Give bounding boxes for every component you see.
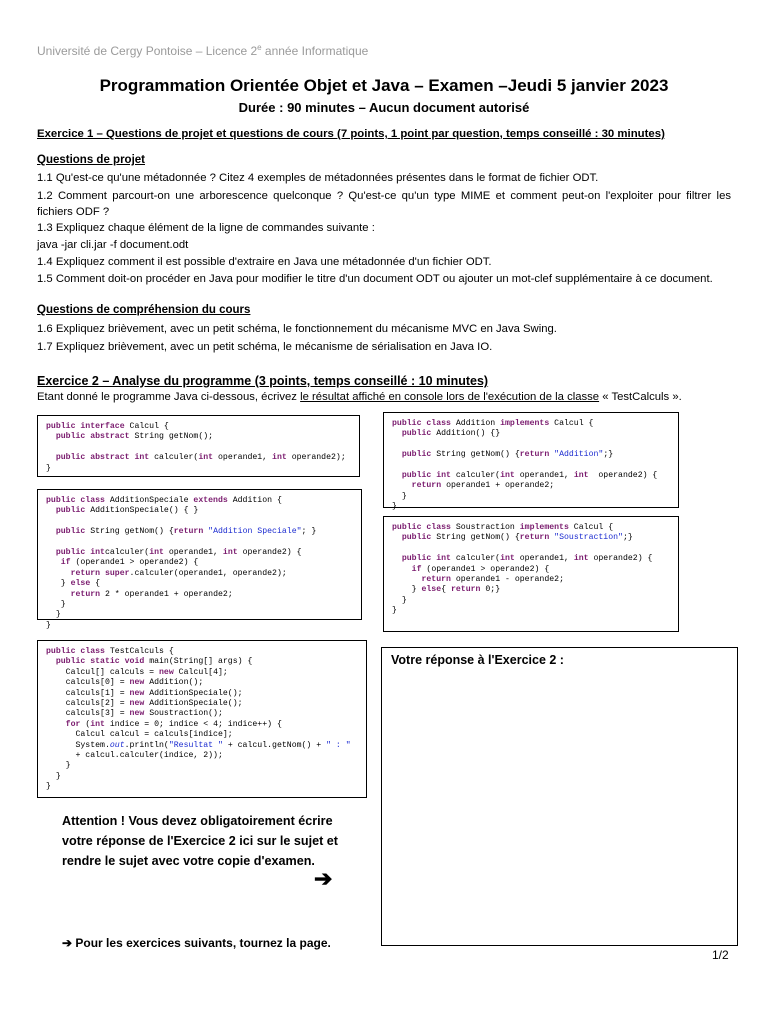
code-token: (: [85, 719, 91, 729]
code-line: [46, 709, 358, 719]
code-token: Calcul {: [129, 422, 169, 431]
code-line: [46, 720, 358, 730]
code-token: [392, 471, 402, 480]
question-1-3: 1.3 Expliquez chaque élément de la ligne de commandes suivante :: [37, 222, 375, 234]
code-token: return: [421, 575, 456, 585]
code-token: [46, 506, 56, 515]
code-token: new: [129, 688, 150, 698]
code-token: public: [55, 527, 91, 537]
code-token: AdditionSpeciale();: [149, 699, 243, 709]
code-line: [46, 741, 358, 751]
code-token: int: [500, 471, 520, 481]
code-token: Addition();: [149, 678, 204, 688]
code-token: operande1 - operande2;: [455, 575, 564, 585]
code-line: [392, 575, 670, 585]
code-calcul: [46, 422, 351, 474]
code-token: calculs[1] =: [46, 688, 130, 698]
code-token: public int: [55, 548, 105, 558]
code-token: [392, 575, 421, 584]
code-token: ;}: [622, 533, 633, 543]
code-token: out: [109, 740, 125, 750]
code-token: calculer(: [154, 453, 199, 463]
code-token: "Soustraction": [554, 533, 623, 543]
code-token: int: [198, 453, 218, 463]
code-token: "Resultat ": [168, 740, 223, 750]
code-token: calculs[0] =: [46, 678, 130, 688]
code-token: [46, 558, 61, 567]
code-token: }: [392, 595, 407, 605]
code-token: operande1,: [218, 453, 273, 463]
code-token: int: [149, 548, 169, 558]
code-line: [46, 590, 353, 600]
code-token: }: [46, 579, 71, 589]
code-line: [46, 496, 353, 506]
code-token: Addition() {}: [436, 429, 501, 439]
code-token: new: [159, 667, 179, 677]
code-line: [46, 668, 358, 678]
code-line: [46, 432, 351, 442]
code-token: {: [95, 579, 101, 589]
code-line: [46, 506, 353, 516]
code-token: public class: [46, 496, 110, 505]
code-token: for: [65, 719, 86, 729]
code-token: Calcul {: [554, 419, 594, 428]
code-token: }: [46, 761, 71, 771]
code-token: [46, 527, 56, 536]
code-token: public: [401, 429, 437, 439]
code-line: [392, 450, 670, 460]
code-token: .calculer(operande1, operande2);: [129, 568, 287, 578]
code-line: [392, 596, 670, 606]
code-token: int: [500, 554, 520, 564]
code-line: [46, 678, 358, 688]
code-token: int: [90, 719, 110, 729]
exam-subtitle: Durée : 90 minutes – Aucun document autorisé: [238, 100, 530, 115]
code-token: AdditionSpeciale: [109, 496, 194, 505]
code-line: [392, 502, 670, 512]
code-line: [46, 453, 351, 463]
code-token: else: [421, 585, 442, 595]
code-line: [46, 527, 353, 537]
code-token: + calcul.calculer(indice, 2));: [46, 751, 223, 761]
code-token: return: [411, 481, 447, 491]
code-addition-speciale: [46, 496, 353, 631]
code-line: [392, 606, 670, 616]
code-token: (operande1 > operande2) {: [426, 564, 550, 574]
code-token: return: [450, 585, 486, 595]
turn-page-note: ➔ Pour les exercices suivants, tournez la page.: [62, 936, 331, 950]
code-line: [392, 544, 670, 554]
attention-note: Attention ! Vous devez obligatoirement écrire votre réponse de l'Exercice 2 ici sur le sujet et rendre le sujet avec votre copie d'examen.: [62, 814, 338, 868]
code-token: [46, 590, 71, 599]
code-token: Soustraction();: [149, 709, 223, 719]
code-token: public: [401, 533, 437, 543]
code-token: public class: [46, 647, 110, 656]
code-line: [46, 517, 353, 527]
code-token: public interface: [46, 422, 130, 431]
code-token: }: [392, 502, 397, 512]
code-token: [46, 657, 56, 666]
code-line: [46, 621, 353, 631]
code-token: }: [392, 585, 422, 595]
code-line: [46, 600, 353, 610]
code-token: AdditionSpeciale() { }: [90, 506, 199, 516]
code-token: public abstract: [55, 432, 135, 442]
code-token: operande2) {: [593, 554, 653, 564]
code-token: }: [46, 620, 51, 630]
code-token: [392, 565, 412, 574]
code-token: [392, 429, 402, 438]
page-number: 1/2: [712, 948, 729, 962]
code-token: return: [519, 450, 555, 460]
code-token: String getNom() {: [436, 450, 520, 460]
command-line: java -jar cli.jar -f document.odt: [37, 239, 189, 251]
code-token: ;}: [603, 450, 614, 460]
code-line: [392, 585, 670, 595]
code-token: int: [222, 548, 243, 558]
code-token: Calcul calcul = calculs[indice];: [46, 730, 233, 740]
code-token: 0;}: [485, 585, 501, 595]
code-token: [392, 533, 402, 542]
code-token: calculer(: [455, 554, 501, 564]
code-token: Addition {: [232, 496, 282, 505]
exercise1-heading: Exercice 1 – Questions de projet et questions de cours (7 points, 1 point par question, temps conseillé : 30 minutes): [37, 128, 665, 140]
code-token: operande1 + operande2;: [446, 481, 555, 491]
code-line: [46, 751, 358, 761]
code-token: calculs[3] =: [46, 709, 130, 719]
code-line: [392, 492, 670, 502]
code-token: public: [401, 450, 437, 460]
intro-text-end: « TestCalculs ».: [599, 391, 682, 403]
code-token: (operande1 > operande2) {: [75, 558, 199, 568]
question-1-5: 1.5 Comment doit-on procéder en Java pour modifier le titre d'un document ODT ou ajouter un mot-clef supplémentaire à ce document.: [37, 273, 713, 285]
code-token: operande1,: [519, 554, 574, 564]
code-token: return: [173, 527, 209, 537]
code-token: 2 * operande1 + operande2;: [104, 589, 233, 599]
code-line: [46, 761, 358, 771]
exercise2-heading: Exercice 2 – Analyse du programme (3 points, temps conseillé : 10 minutes): [37, 374, 489, 388]
code-token: operande2) {: [598, 471, 658, 481]
code-box-soustraction: [383, 516, 679, 632]
code-line: [392, 461, 670, 471]
project-questions-heading: Questions de projet: [37, 154, 145, 166]
code-addition: [392, 419, 670, 513]
code-token: {: [441, 585, 451, 595]
code-line: [46, 657, 358, 667]
code-token: }: [46, 782, 51, 792]
code-token: "Addition Speciale": [208, 527, 302, 537]
code-token: int: [573, 471, 599, 481]
code-box-test-calculs: [37, 640, 367, 798]
code-token: AdditionSpeciale();: [149, 688, 243, 698]
question-1-2: 1.2 Comment parcourt-on une arborescence quelconque ? Qu'est-ce qu'un type MIME et comment peut-on l'exploiter pour filtrer les fichiers ODF ?: [37, 190, 731, 218]
course-questions-heading: Questions de compréhension du cours: [37, 304, 251, 316]
code-line: [46, 689, 358, 699]
code-token: [392, 481, 412, 490]
code-line: [392, 429, 670, 439]
code-soustraction: [392, 523, 670, 617]
code-line: [46, 443, 351, 453]
code-line: [392, 554, 670, 564]
code-token: [392, 554, 402, 563]
code-token: calculer(: [455, 471, 501, 481]
code-token: return: [70, 589, 105, 599]
code-line: [46, 782, 358, 792]
code-line: [46, 422, 351, 432]
code-token: System.: [46, 740, 110, 750]
code-token: public class: [392, 419, 456, 428]
answer-box[interactable]: [381, 647, 738, 946]
code-line: [46, 538, 353, 548]
code-token: }: [46, 600, 66, 610]
code-token: }: [392, 606, 397, 616]
code-token: "Addition": [554, 450, 604, 460]
code-token: operande2) {: [242, 548, 302, 558]
code-line: [46, 558, 353, 568]
code-token: Calcul[4];: [178, 667, 228, 677]
code-token: implements: [519, 523, 574, 532]
code-token: String getNom();: [134, 432, 214, 442]
code-token: if: [60, 558, 76, 568]
code-token: [46, 432, 56, 441]
exercise2-intro: [37, 391, 682, 403]
code-token: return: [519, 533, 555, 543]
code-line: [46, 772, 358, 782]
university-sup: e: [257, 43, 262, 52]
code-token: extends: [193, 496, 233, 505]
question-1-7: 1.7 Expliquez brièvement, avec un petit schéma, le mécanisme de sérialisation en Java IO.: [37, 341, 493, 353]
code-token: public: [55, 506, 91, 516]
code-token: [46, 453, 56, 462]
code-token: calculs[2] =: [46, 699, 130, 709]
question-1-6: 1.6 Expliquez brièvement, avec un petit schéma, le fonctionnement du mécanisme MVC en Java Swing.: [37, 323, 557, 335]
code-line: [392, 471, 670, 481]
intro-underlined: le résultat affiché en console lors de l'exécution de la classe: [300, 391, 600, 403]
code-line: [46, 610, 353, 620]
code-token: main(String[] args) {: [149, 657, 253, 667]
code-line: [392, 523, 670, 533]
exam-title: Programmation Orientée Objet et Java – Examen –Jeudi 5 janvier 2023: [99, 76, 669, 95]
code-token: indice = 0; indice < 4; indice++) {: [109, 719, 282, 729]
code-test-calculs: [46, 647, 358, 793]
code-token: .println(: [124, 740, 169, 750]
code-line: [46, 548, 353, 558]
code-token: new: [129, 709, 150, 719]
code-token: else: [70, 579, 96, 589]
code-token: [392, 450, 402, 459]
code-token: ; }: [301, 527, 317, 537]
code-token: }: [392, 491, 407, 501]
code-token: public abstract int: [55, 453, 155, 463]
code-token: calculer(: [104, 548, 150, 558]
university-header: [37, 43, 368, 58]
code-token: operande2);: [291, 453, 346, 463]
code-token: TestCalculs {: [109, 647, 174, 656]
code-token: int: [272, 453, 292, 463]
code-line: [46, 647, 358, 657]
code-token: [46, 548, 56, 557]
right-arrow-icon: ➔: [314, 866, 333, 891]
question-1-1: 1.1 Qu'est-ce qu'une métadonnée ? Citez 4 exemples de métadonnées présentes dans le format de fichier ODT.: [37, 172, 599, 184]
code-token: int: [573, 554, 594, 564]
code-token: }: [46, 463, 51, 473]
code-line: [46, 699, 358, 709]
code-token: }: [46, 610, 61, 620]
code-token: String getNom() {: [436, 533, 520, 543]
code-token: public int: [401, 554, 456, 564]
code-token: " : ": [326, 740, 351, 750]
code-token: public class: [392, 523, 456, 532]
code-line: [392, 419, 670, 429]
code-token: operande1,: [168, 548, 223, 558]
code-token: public static void: [55, 657, 150, 667]
code-token: if: [411, 564, 427, 574]
code-line: [46, 464, 351, 474]
code-token: Addition: [455, 419, 501, 428]
code-box-addition-speciale: [37, 489, 362, 630]
question-1-4: 1.4 Expliquez comment il est possible d'extraire en Java une métadonnée d'un fichier ODT.: [37, 256, 492, 268]
intro-text: Etant donné le programme Java ci-dessous, écrivez: [37, 391, 301, 403]
university-text: Université de Cergy Pontoise – Licence 2: [37, 44, 258, 58]
code-token: implements: [500, 419, 555, 428]
code-line: [392, 565, 670, 575]
code-token: [46, 720, 66, 729]
code-token: new: [129, 678, 150, 688]
code-token: return super: [70, 568, 130, 578]
code-token: Soustraction: [455, 523, 520, 532]
code-token: Calcul[] calculs =: [46, 667, 160, 677]
code-token: + calcul.getNom() +: [222, 740, 327, 750]
code-token: Calcul {: [573, 523, 614, 532]
code-box-addition: [383, 412, 679, 512]
code-line: [392, 481, 670, 491]
answer-title: Votre réponse à l'Exercice 2 :: [391, 653, 564, 667]
code-line: [392, 440, 670, 450]
code-box-calcul: [37, 415, 360, 477]
university-text-suffix: année Informatique: [261, 44, 369, 58]
code-token: public int: [401, 471, 456, 481]
code-line: [46, 569, 353, 579]
code-line: [46, 579, 353, 589]
code-token: operande1,: [519, 471, 574, 481]
code-token: String getNom() {: [90, 527, 174, 537]
code-line: [392, 533, 670, 543]
code-line: [46, 730, 358, 740]
code-token: [46, 569, 71, 578]
code-token: new: [129, 699, 150, 709]
code-token: }: [46, 771, 61, 781]
